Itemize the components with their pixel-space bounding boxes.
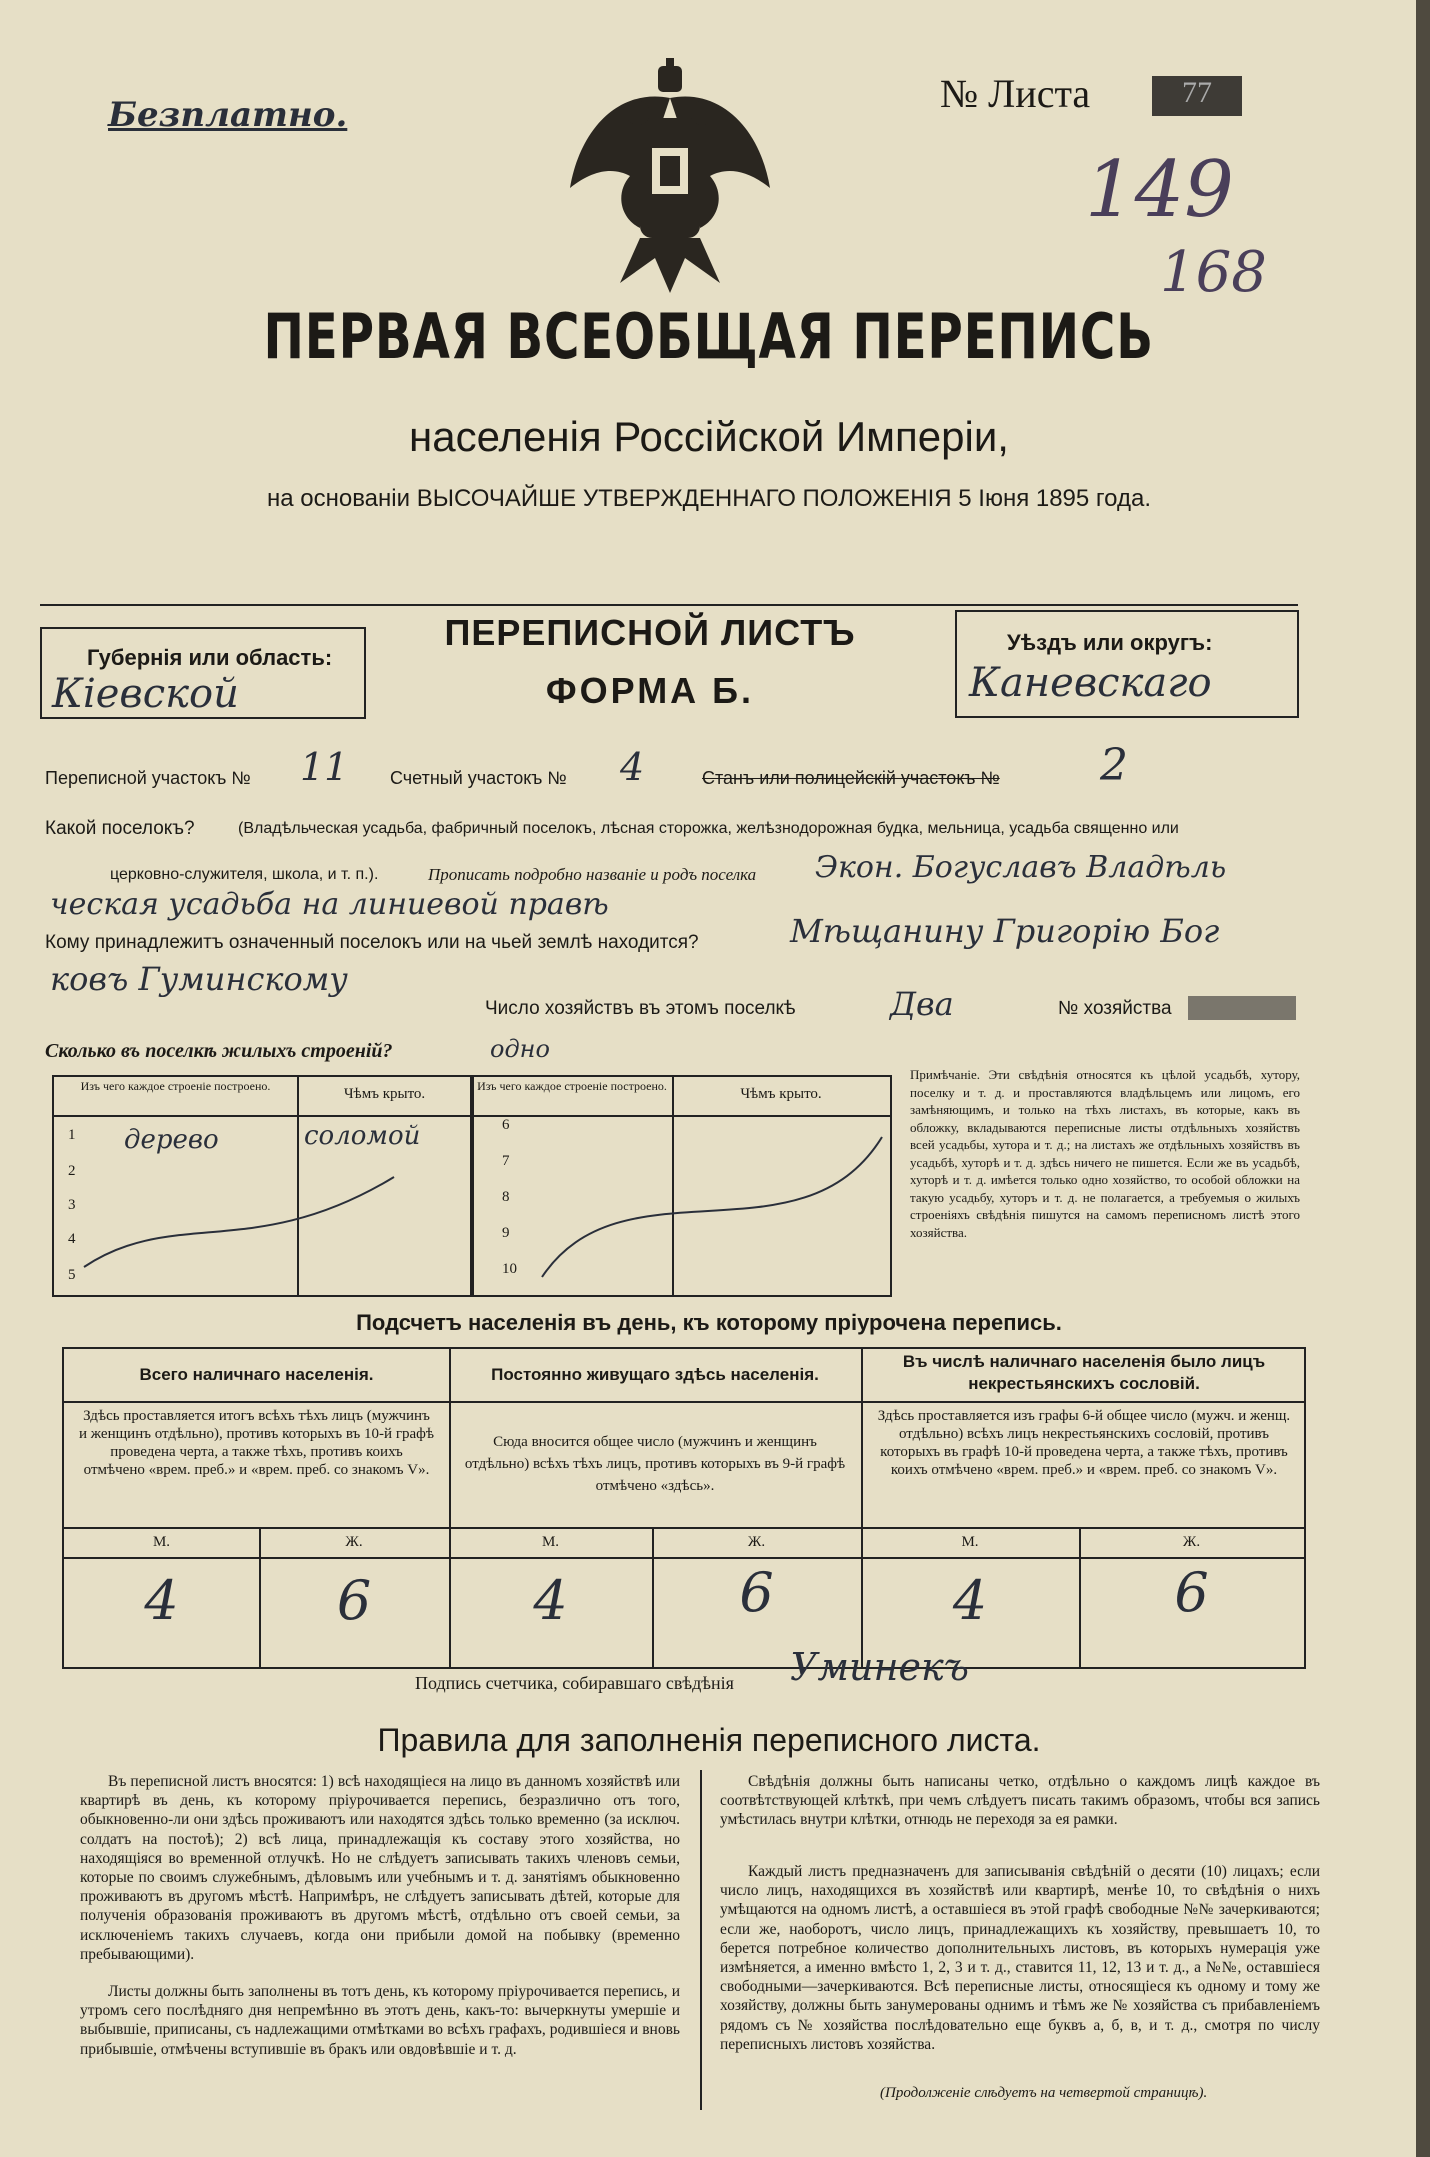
resident-male-value: 4 (533, 1569, 568, 1632)
female-label: Ж. (1182, 1534, 1201, 1550)
row-number: 4 (68, 1231, 76, 1247)
total-female-value: 6 (336, 1569, 372, 1632)
male-label: М. (961, 1534, 979, 1550)
settlement-hint-3: Прописать подробно названіе и родъ поселка (428, 865, 757, 884)
population-table (62, 1347, 1306, 1669)
male-label: М. (152, 1534, 171, 1550)
buildings-value: одно (490, 1035, 550, 1063)
nonpeasant-female-value: 6 (1174, 1561, 1209, 1624)
row-number: 2 (68, 1163, 76, 1179)
rules-title: Правила для заполненія переписного листа. (377, 1722, 1041, 1758)
row-number: 6 (502, 1117, 510, 1133)
settlement-label: Какой поселокъ? (45, 818, 195, 839)
row-number: 3 (68, 1197, 76, 1213)
settlement-hint-1: (Владѣльческая усадьба, фабричный поселокъ, лѣсная сторожка, желѣзнодорожная будка, мельница, усадьба священно или (238, 820, 1179, 837)
row-number: 1 (68, 1127, 76, 1143)
rules-right-p2: Каждый листъ предназначенъ для записыванія свѣдѣній о десяти (10) лицахъ; если число лицъ, находящихся въ хозяйствѣ или квартирѣ, менѣе 10, то свѣдѣнія о нихъ умѣщаются на одномъ листѣ, а оставшіеся въ этой графѣ свободные №№ зачеркиваются; если же, наоборотъ, число лицъ, принадлежащихъ къ хозяйству, превышаетъ 10, то берется потребное количество дополнительныхъ листовъ, въ которыхъ нумерація уже измѣняется, а именно вмѣсто 1, 2, 3 и т. д., ставится 11, 12, 13 и т. д., а №№, оставшіеся свободными—зачеркиваются. Всѣ переписные листы, относящіеся къ одному и тому же хозяйству, должны быть занумерованы однимъ и тѣмъ же № хозяйства съ прибавленіемъ рядомъ съ № хозяйства послѣдовательно еще буквъ а, б, в, и т. д., смотря по числу переписныхъ листовъ хозяйства. (720, 1863, 1320, 2053)
stan-label: Станъ или полицейскій участокъ № (702, 768, 1000, 788)
settlement-hint-2: церковно-служителя, школа, и т. п.). (110, 866, 379, 883)
rules-divider (700, 1770, 702, 2110)
col1-title: Всего наличнаго населенія. (139, 1365, 374, 1384)
settlement-value-2: ческая усадьба на линиевой правѣ (50, 887, 609, 922)
free-label: Безплатно. (108, 95, 348, 135)
owner-value-1: Мѣщанину Григорію Бог (790, 912, 1220, 950)
strike-curve (472, 1077, 890, 1295)
rules-left-p1: Въ переписной листъ вносятся: 1) всѣ находящіеся на лицо въ данномъ хозяйствѣ или квартирѣ въ день, къ которому пріурочивается перепись, безразлично отъ того, обыкновенно-ли они здѣсь проживаютъ или находятся здѣсь только временно (за исключ. солдатъ на постоѣ); 2) всѣ лица, принадлежащія къ составу этого хозяйства, но находящіяся во временной отлучкѣ. Но не слѣдуетъ записывать такихъ членовъ семьи, которые по своимъ служебнымъ, дѣловымъ или учебнымъ и т. д. занятіямъ обыкновенно проживаютъ въ другомъ мѣстѣ. Напримѣръ, не слѣдуетъ записывать дѣтей, которые для полученія образованія проживаютъ въ другомъ мѣстѣ, отдѣльно отъ своей семьи, за исключеніемъ такихъ случаевъ, когда они прибыли домой на побывку (временно пребывающими). (80, 1773, 680, 1963)
col-roof-left: Чѣмъ крыто. (343, 1086, 426, 1102)
col3-desc: Здѣсь проставляется изъ графы 6-й общее число (мужч. и женщ. отдѣльно) всѣхъ лицъ некрестьянскихъ сословій, противъ которыхъ въ графѣ 10-й проведена черта, а также тѣхъ, противъ коихъ отмѣчено «врем. преб.» и «врем. преб. со знакомъ V». (877, 1408, 1291, 1478)
households-label: Число хозяйствъ въ этомъ поселкѣ (485, 998, 796, 1019)
census-section-label: Переписной участокъ № (45, 768, 251, 788)
row-number: 9 (502, 1225, 510, 1241)
district-value: Каневскаго (969, 660, 1212, 706)
counting-section-label: Счетный участокъ № (390, 768, 567, 788)
counting-section-value: 4 (620, 745, 645, 789)
form-title: ПЕРЕПИСНОЙ ЛИСТЪ (444, 612, 856, 653)
male-label: М. (541, 1534, 560, 1550)
owner-value-2: ковъ Гуминскому (50, 960, 348, 998)
district-box (955, 610, 1299, 718)
census-section-value: 11 (300, 745, 349, 789)
female-label: Ж. (747, 1534, 766, 1550)
signature-label: Подпись счетчика, собиравшаго свѣдѣнія (415, 1673, 734, 1693)
stan-value: 2 (1100, 740, 1128, 791)
col-material-left: Изъ чего каждое строеніе построено. (80, 1079, 271, 1093)
header-rule (40, 604, 1298, 606)
row-number: 5 (68, 1267, 76, 1283)
col2-desc: Сюда вносится общее число (мужчинъ и женщинъ отдѣльно) всѣхъ тѣхъ лицъ, противъ которыхъ въ 9-й графѣ отмѣчено «здѣсь». (464, 1434, 846, 1494)
nonpeasant-male-value: 4 (952, 1569, 988, 1632)
resident-female-value: 6 (739, 1561, 774, 1624)
rules-right-p1: Свѣдѣнія должны быть написаны четко, отдѣльно о каждомъ лицѣ каждое въ соотвѣтствующей клѣткѣ, при чемъ слѣдуетъ писать такимъ образомъ, чтобы вся запись умѣстилась внутри клѣтки, отнюдь не переходя за ея рамки. (720, 1773, 1320, 1829)
female-label: Ж. (345, 1534, 363, 1550)
row-number: 10 (502, 1261, 517, 1277)
rules-left-p2: Листы должны быть заполнены въ тотъ день, къ которому пріурочивается перепись, и утромъ сего послѣдняго дня непремѣнно въ этотъ день, какъ-то: вычеркнуты умершіе и выбывшіе, приписаны, съ надлежащими отмѣтками во всѣхъ графахъ, родившіеся и вновь прибывшіе, отмѣчены вступившіе въ бракъ или овдовѣвшіе и т. д. (80, 1983, 680, 2058)
legal-basis: на основаніи ВЫСОЧАЙШЕ УТВЕРЖДЕННАГО ПОЛОЖЕНІЯ 5 Іюня 1895 года. (266, 485, 1151, 512)
form-sub: ФОРМА Б. (545, 670, 755, 711)
district-label: Уѣздъ или округъ: (1007, 630, 1213, 655)
sheet-number-struck: 77 (1152, 76, 1242, 116)
row1-roof: соломой (304, 1121, 421, 1151)
household-no-redaction (1188, 996, 1296, 1020)
handwritten-archive-number: 168 (1160, 240, 1267, 305)
handwritten-sheet-number: 149 (1085, 145, 1234, 235)
note-text: Примѣчаніе. Эти свѣдѣнія относятся къ цѣлой усадьбѣ, хутору, поселку и т. д. и проставляются владѣльцемъ или лицомъ, его замѣняющимъ, и только на тѣхъ листахъ, въ которые, какъ въ обложку, вкладываются переписные листы отдѣльныхъ хозяйствъ всей усадьбы, хутора и т. д.; на листахъ же отдѣльныхъ хозяйствъ въ усадьбѣ, хуторѣ и т. д. здѣсь ничего не пишется. Если же въ усадьбѣ, хуторѣ и т. д. имѣется только одно хозяйство, то особой обложки на такую усадьбу, хуторъ и т. д. не полагается, а требуемыя о жилыхъ строеніяхъ свѣдѣнія пишутся на самомъ переписномъ листѣ этого хозяйства. (910, 1067, 1300, 1240)
subtitle: населенія Россійской Имперіи, (409, 413, 1009, 460)
col3-title: Въ числѣ наличнаго населенія было лицъ некрестьянскихъ сословій. (902, 1352, 1266, 1393)
page-edge (1416, 0, 1430, 2157)
buildings-table-left (52, 1075, 474, 1297)
settlement-value-1: Экон. Богуславъ Владѣль (815, 850, 1227, 885)
imperial-eagle-emblem (560, 58, 780, 298)
buildings-table-right (470, 1075, 892, 1297)
row-number: 8 (502, 1189, 510, 1205)
province-box (40, 627, 366, 719)
rules-continuation: (Продолженіе слѣдуетъ на четвертой страницѣ). (880, 2085, 1208, 2101)
col1-desc: Здѣсь проставляется итогъ всѣхъ тѣхъ лицъ (мужчинъ и женщинъ отдѣльно), противъ которыхъ въ 10-й графѣ проведена черта, а также тѣхъ, противъ коихъ отмѣчено «врем. преб.» и «врем. преб. со знакомъ V». (78, 1408, 434, 1478)
province-value: Кіевской (52, 671, 239, 717)
col-material-right: Изъ чего каждое строеніе построено. (477, 1079, 667, 1093)
population-heading: Подсчетъ населенія въ день, къ которому пріурочена перепись. (356, 1310, 1062, 1335)
strike-curve (54, 1077, 472, 1295)
signature-value: Уминекъ (790, 1645, 969, 1689)
province-label: Губернія или область: (87, 645, 333, 670)
main-title: ПЕРВАЯ ВСЕОБЩАЯ ПЕРЕПИСЬ (263, 300, 1155, 373)
owner-label: Кому принадлежитъ означенный поселокъ или на чьей землѣ находится? (45, 932, 699, 953)
total-male-value: 4 (144, 1569, 179, 1632)
households-value: Два (890, 985, 954, 1023)
row-number: 7 (502, 1153, 510, 1169)
buildings-label: Сколько въ поселкѣ жилыхъ строеній? (45, 1040, 393, 1062)
col2-title: Постоянно живущаго здѣсь населенія. (491, 1365, 819, 1384)
col-roof-right: Чѣмъ крыто. (740, 1086, 822, 1102)
household-no-label: № хозяйства (1058, 998, 1172, 1019)
sheet-number-label: № Листа (940, 71, 1091, 116)
row1-material: дерево (124, 1125, 219, 1155)
